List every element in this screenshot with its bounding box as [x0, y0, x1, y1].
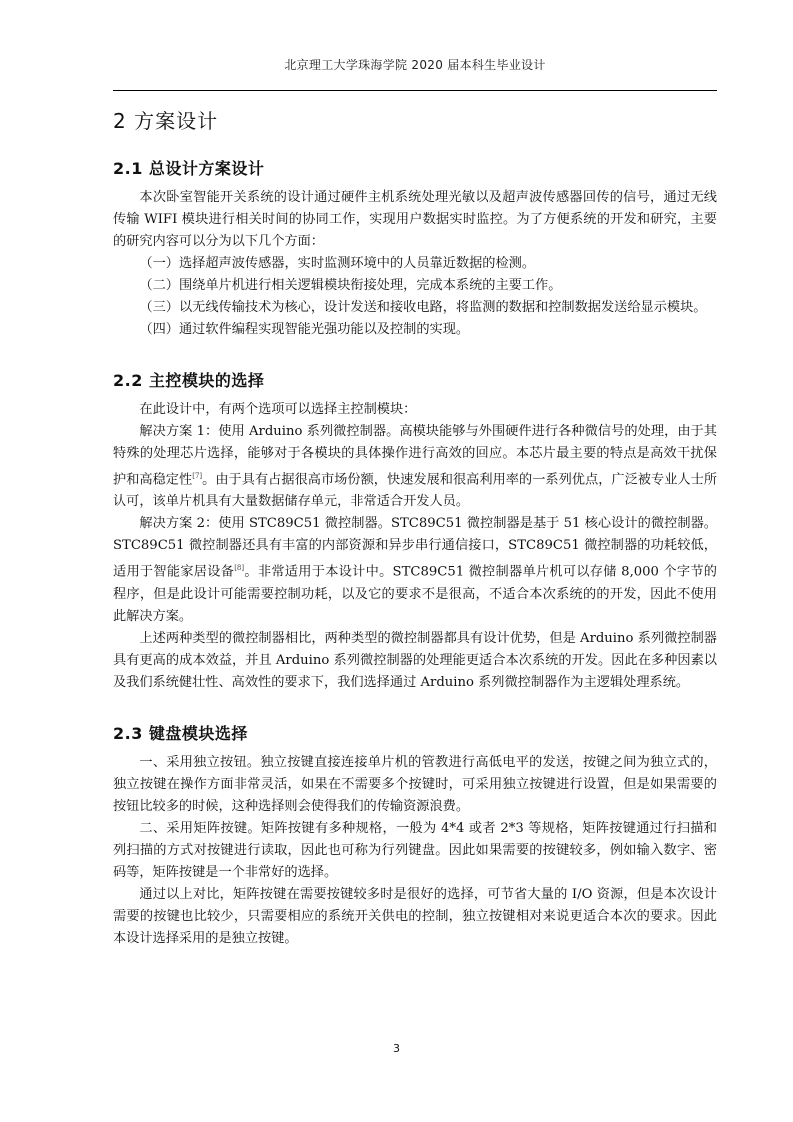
section-title: 2.1 总设计方案设计 [113, 159, 265, 178]
running-header: 北京理工大学珠海学院 2020 届本科生毕业设计 [284, 58, 546, 72]
section-2-2 [113, 368, 717, 694]
paragraph-solution-1 [113, 421, 717, 513]
paragraph: 上述两种类型的微控制器相比，两种类型的微控制器都具有设计优势，但是 Arduino 系列微控制器具有更高的成本效益，并且 Arduino 系列微控制器的处理能更适合本次系统的开发。因此在多种因素以及我们系统健壮性、高效性的要求下，我们选择通过 Arduino 系列微控制器作为主逻辑处理系统。 [113, 630, 717, 690]
paragraph: 本次卧室智能开关系统的设计通过硬件主机系统处理光敏以及超声波传感器回传的信号，通过无线传输 WIFI 模块进行相关时间的协同工作，实现用户数据实时监控。为了方便系统的开发和研究，主要的研究内容可以分为以下几个方面： [113, 190, 717, 249]
paragraph: 二、采用矩阵按键。矩阵按键有多种规格，一般为 4*4 或者 2*3 等规格，矩阵按键通过行扫描和列扫描的方式对按键进行读取，因此也可称为行列键盘。因此如果需要的按键较多，例如输入数字、密码等，矩阵按键是一个非常好的选择。 [113, 820, 717, 880]
paragraph-text: 解决方案 2：使用 STC89C51 微控制器。STC89C51 微控制器是基于 51 核心设计的微控制器。STC89C51 微控制器还具有丰富的内部资源和异步串行通信接口，STC89C51 微控制器的功耗较低，适用于智能家居设备 [113, 516, 717, 580]
paragraph-text: 。非常适用于本设计中。STC89C51 微控制器单片机可以存储 8,000 个字节的程序，但是此设计可能需要控制功耗，以及它的要求不是很高，不适合本次系统的的开发，因此不使用此解决方案。 [113, 564, 717, 624]
list-paragraph: （二）围绕单片机进行相关逻辑模块衔接处理，完成本系统的主要工作。 [139, 278, 562, 293]
paragraph-solution-2 [113, 513, 717, 627]
paragraph: 通过以上对比，矩阵按键在需要按键较多时是很好的选择，可节省大量的 I/O 资源，但是本次设计需要的按键也比较少，只需要相应的系统开关供电的控制，独立按键相对来说更适合本次的要求。因此本设计选择采用的是独立按键。 [113, 886, 717, 946]
page-content [113, 105, 717, 950]
header-rule [113, 90, 717, 91]
paragraph: 一、采用独立按钮。独立按键直接连接单片机的管教进行高低电平的发送，按键之间为独立式的，独立按键在操作方面非常灵活，如果在不需要多个按键时，可采用独立按键进行设置，但是如果需要的按钮比较多的时候，这种选择则会使得我们的传输资源浪费。 [113, 754, 717, 814]
list-paragraph: （三）以无线传输技术为核心，设计发送和接收电路，将监测的数据和控制数据发送给显示模块。 [139, 300, 707, 315]
paragraph: 在此设计中，有两个选项可以选择主控制模块： [139, 402, 417, 417]
paragraph-text: 。由于具有占据很高市场份额，快速发展和很高利用率的一系列优点，广泛被专业人士所认可，该单片机具有大量数据储存单元，非常适合开发人员。 [113, 472, 718, 510]
section-2-3 [113, 721, 717, 950]
citation-marker: [8] [234, 564, 245, 573]
section-2-1 [113, 156, 717, 341]
list-paragraph: （一）选择超声波传感器，实时监测环境中的人员靠近数据的检测。 [139, 256, 536, 271]
page-number: 3 [393, 1042, 400, 1055]
citation-marker: [7] [192, 472, 203, 480]
paragraph-text: 解决方案 1：使用 Arduino 系列微控制器。高模块能够与外围硬件进行各种微信号的处理，由于其特殊的处理芯片选择，能够对于各模块的具体操作进行高效的回应。本芯片最主要的特点是高效干扰保护和高稳定性 [113, 424, 717, 488]
section-title: 2.3 键盘模块选择 [113, 723, 248, 743]
list-paragraph: （四）通过软件编程实现智能光强功能以及控制的实现。 [139, 322, 470, 337]
section-title: 2.2 主控模块的选择 [113, 371, 265, 390]
chapter-title: 2 方案设计 [113, 109, 219, 133]
